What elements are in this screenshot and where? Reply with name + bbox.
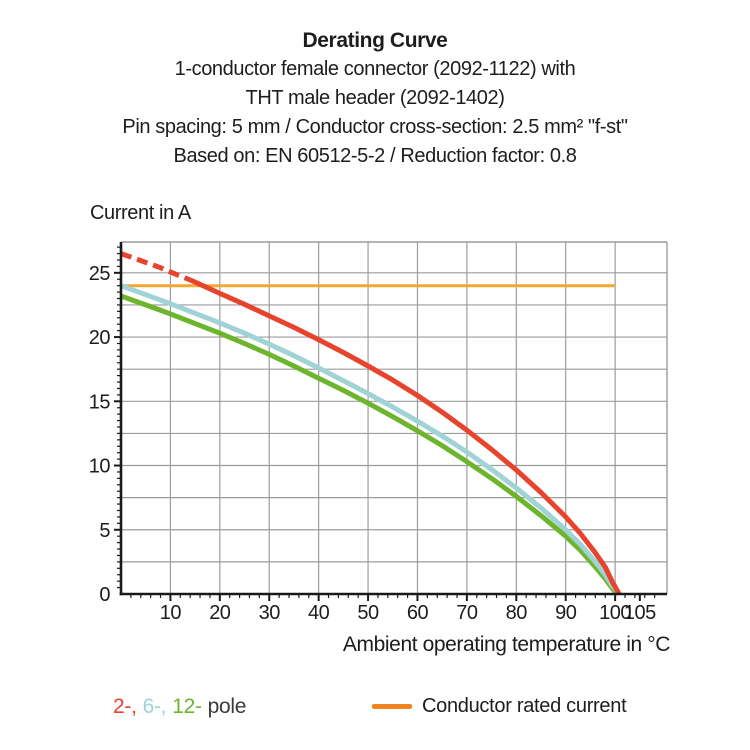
- svg-text:60: 60: [406, 602, 429, 624]
- svg-text:50: 50: [357, 602, 379, 624]
- svg-text:40: 40: [308, 602, 330, 624]
- legend-pole-suffix: pole: [207, 695, 247, 718]
- svg-text:0: 0: [99, 584, 110, 606]
- legend-12-pole: 12-: [172, 695, 202, 718]
- svg-text:25: 25: [88, 262, 110, 285]
- rated-current-legend: [372, 695, 626, 718]
- svg-text:30: 30: [258, 602, 280, 624]
- chart-subtitle-line-4: Based on: EN 60512-5-2 / Reduction factor: 0.8: [173, 145, 577, 167]
- legend-2-pole: 2-,: [113, 695, 137, 718]
- orange-line-swatch: [372, 704, 412, 709]
- svg-text:20: 20: [88, 327, 110, 350]
- chart-subtitle-line-3: Pin spacing: 5 mm / Conductor cross-section: 2.5 mm² "f-st": [122, 116, 628, 138]
- svg-text:10: 10: [88, 455, 110, 478]
- chart-subtitle-line-2: THT male header (2092-1402): [245, 87, 505, 109]
- svg-text:100: 100: [599, 602, 632, 624]
- svg-text:10: 10: [159, 602, 182, 624]
- chart-header: [0, 26, 750, 171]
- svg-text:5: 5: [99, 519, 110, 542]
- chart-canvas: [80, 230, 720, 630]
- chart-title: Derating Curve: [302, 29, 448, 52]
- svg-text:70: 70: [456, 602, 478, 624]
- chart-subtitle-line-1: 1-conductor female connector (2092-1122) with: [174, 58, 576, 80]
- y-axis-title: Current in A: [90, 202, 191, 224]
- derating-chart: [80, 230, 720, 630]
- svg-text:15: 15: [88, 391, 110, 414]
- svg-text:105: 105: [623, 602, 656, 624]
- svg-text:80: 80: [505, 602, 527, 624]
- rated-current-label: Conductor rated current: [422, 695, 627, 717]
- pole-legend: [113, 695, 246, 719]
- svg-text:90: 90: [555, 602, 577, 624]
- svg-text:20: 20: [209, 602, 231, 624]
- x-axis-title: Ambient operating temperature in °C: [342, 633, 670, 656]
- legend-6-pole: 6-,: [142, 695, 167, 718]
